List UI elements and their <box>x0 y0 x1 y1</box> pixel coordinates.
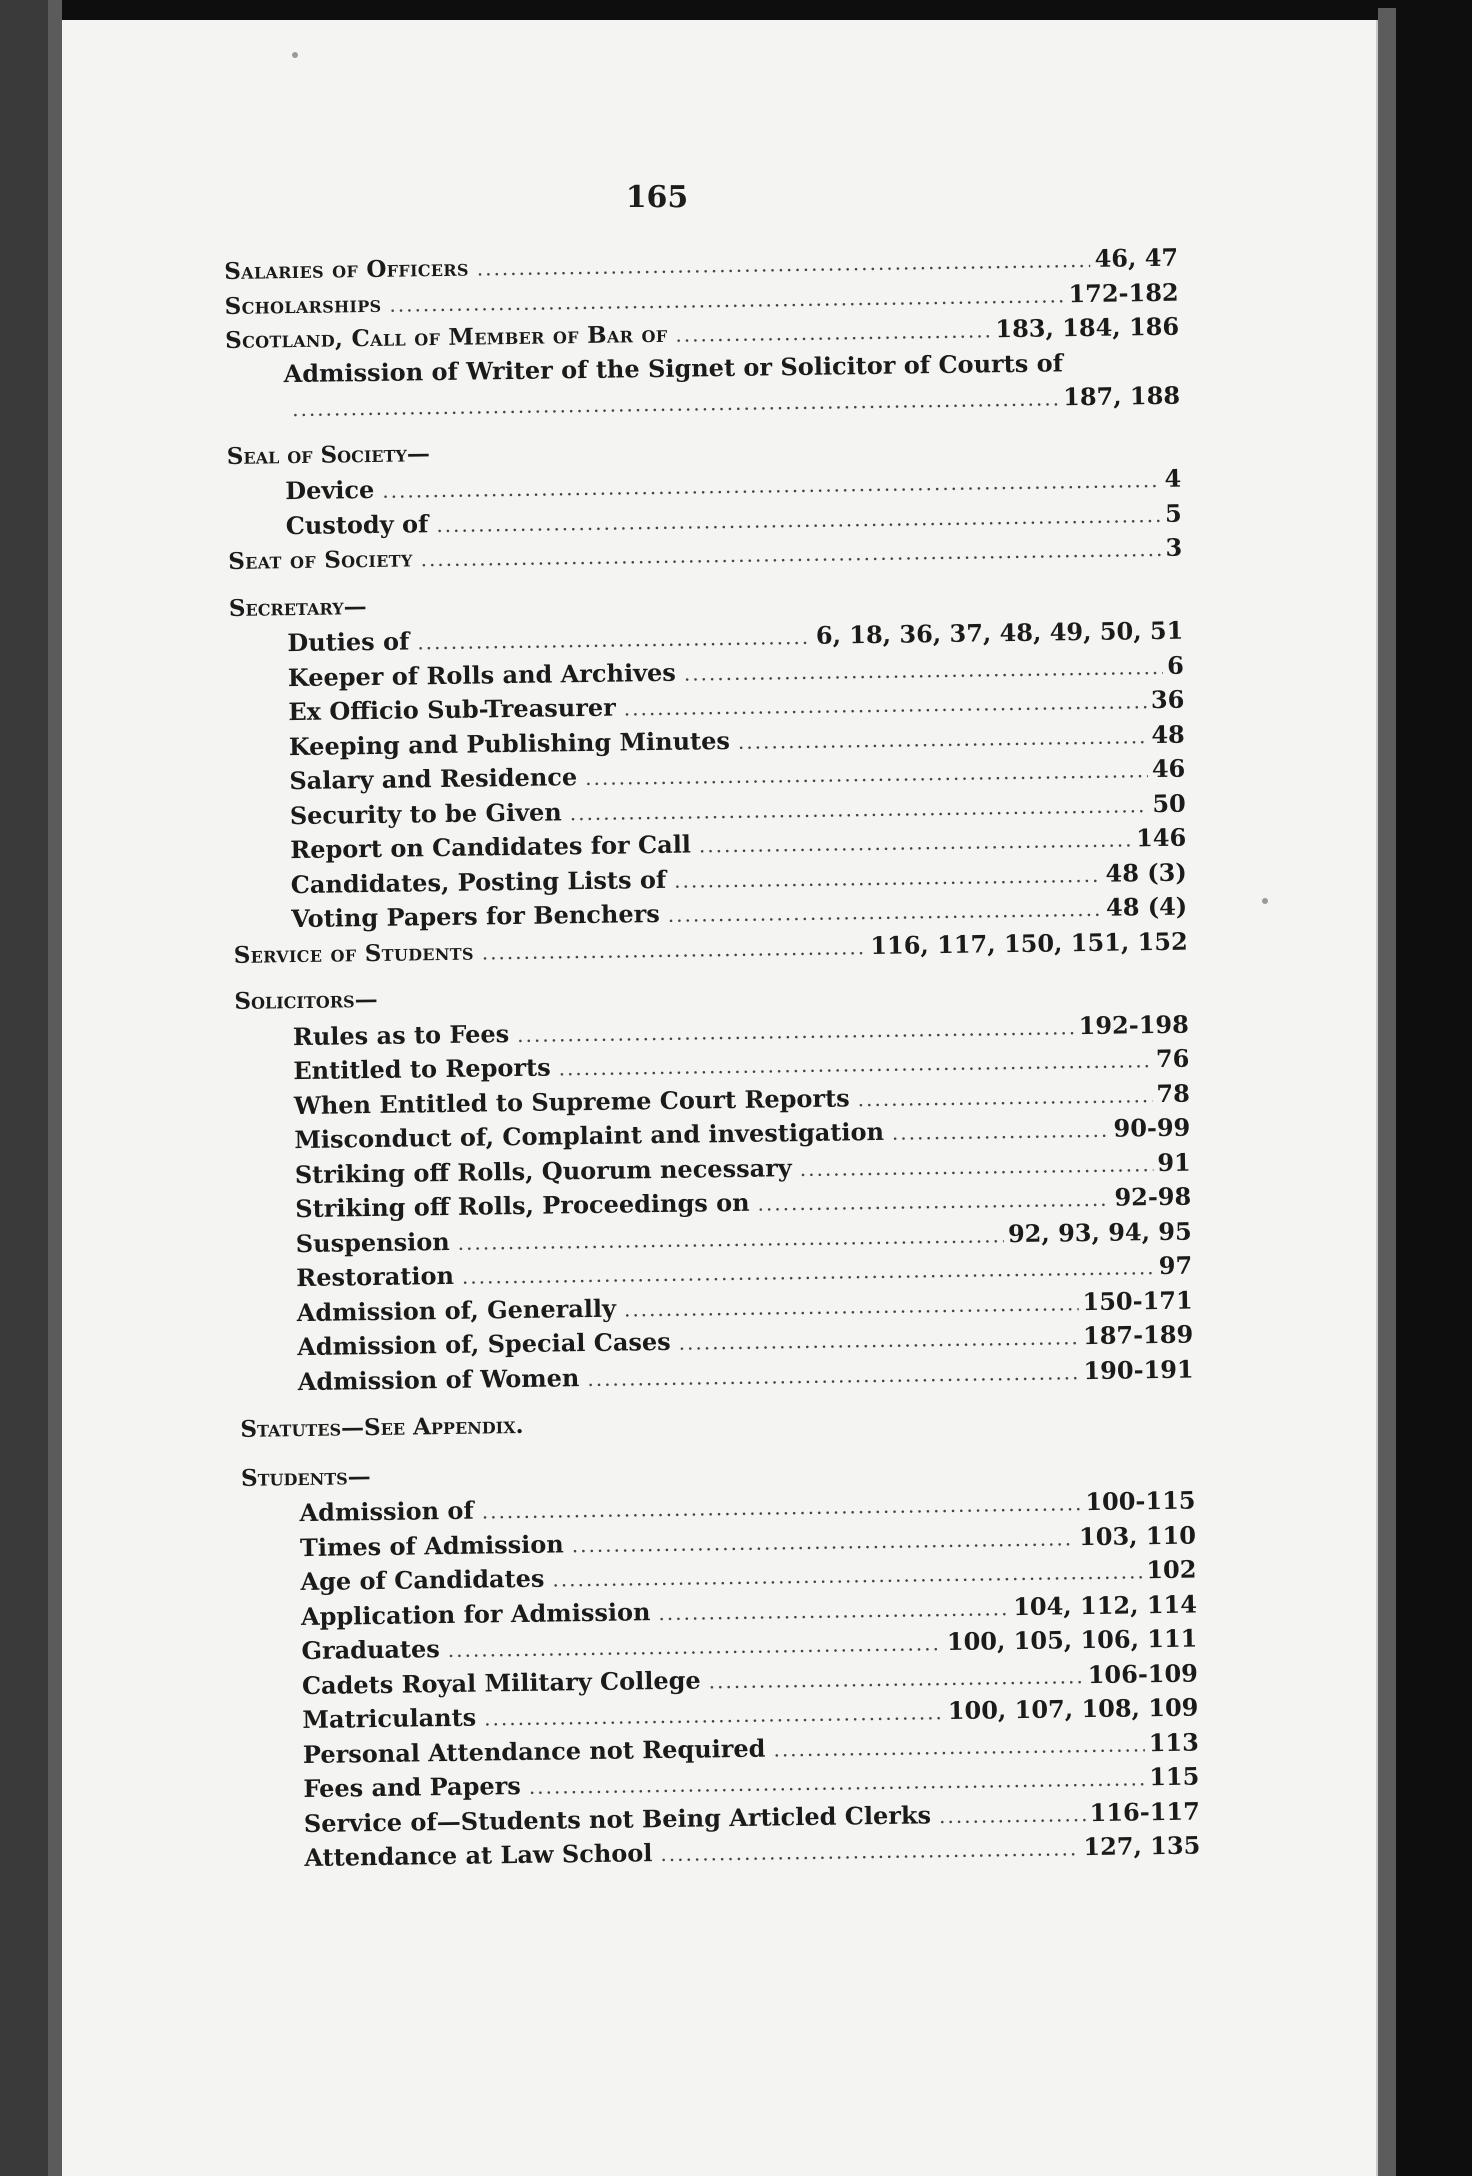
leader-dots <box>679 1325 1080 1355</box>
leader-dots <box>477 248 1091 281</box>
leader-dots <box>587 1360 1079 1391</box>
entry-pages: 5 <box>1164 498 1182 528</box>
entry-label: Admission of <box>299 1495 474 1528</box>
entry-pages: 6 <box>1166 650 1185 680</box>
book-spine-edge <box>48 0 62 2176</box>
entry-label: Service of—Students not Being Articled Clerks <box>303 1799 932 1838</box>
leader-dots <box>699 827 1132 857</box>
entry-pages: 92, 93, 94, 95 <box>1007 1216 1192 1248</box>
leader-dots <box>552 1559 1142 1591</box>
leader-dots <box>585 758 1148 790</box>
entry-pages: 150-171 <box>1082 1285 1193 1316</box>
entry-label: Ex Officio Sub-Treasurer <box>288 692 616 727</box>
page-edge-strip <box>1378 8 1396 2176</box>
leader-dots <box>570 793 1149 825</box>
entry-label: Voting Papers for Benchers <box>291 898 660 934</box>
leader-dots <box>892 1118 1110 1145</box>
entry-label: Attendance at Law School <box>304 1838 653 1873</box>
index-heading <box>240 1403 1194 1451</box>
entry-label: Admission of Writer of the Signet or Solicitor of Courts of <box>283 347 1064 388</box>
entry-pages: 48 (4) <box>1105 891 1188 922</box>
leader-dots <box>482 935 867 964</box>
leader-dots <box>389 283 1064 316</box>
entry-pages: 113 <box>1148 1727 1200 1757</box>
entry-label: Restoration <box>296 1260 455 1293</box>
entry-label: Striking off Rolls, Quorum necessary <box>294 1152 792 1189</box>
entry-label: Scholarships <box>224 290 382 320</box>
entry-pages: 91 <box>1157 1147 1191 1177</box>
entry-label: Salaries of Officers <box>224 254 469 285</box>
entry-label: Cadets Royal Military College <box>301 1664 701 1700</box>
entry-pages: 100-115 <box>1085 1485 1196 1517</box>
entry-pages: 76 <box>1155 1043 1190 1074</box>
leader-dots <box>558 1048 1152 1080</box>
entry-pages: 116, 117, 150, 151, 152 <box>870 926 1188 960</box>
scanner-right-band <box>1396 0 1472 2176</box>
index-heading-label: Solicitors— <box>234 985 378 1015</box>
entry-pages: 100, 107, 108, 109 <box>947 1692 1199 1726</box>
entry-label: Rules as to Fees <box>292 1018 510 1051</box>
index-heading-label: Statutes—See Appendix. <box>240 1411 524 1443</box>
entry-label: Duties of <box>287 626 410 658</box>
leader-dots <box>417 625 812 655</box>
entry-label: Admission of Women <box>297 1362 580 1396</box>
entry-pages: 46, 47 <box>1094 242 1179 273</box>
entry-pages: 100, 105, 106, 111 <box>946 1623 1198 1657</box>
entry-label: Application for Admission <box>300 1596 651 1631</box>
leader-dots <box>675 318 991 346</box>
entry-label: Custody of <box>285 508 429 540</box>
entry-label: Report on Candidates for Call <box>290 829 692 865</box>
leader-dots <box>482 1491 1082 1523</box>
entry-pages: 103, 110 <box>1078 1520 1197 1551</box>
index-heading-label: Seal of Society— <box>226 439 431 470</box>
document-page <box>62 20 1378 2176</box>
entry-label: Matriculants <box>302 1702 477 1735</box>
leader-dots <box>757 1187 1110 1216</box>
entry-pages: 192-198 <box>1078 1009 1190 1040</box>
entry-pages: 92-98 <box>1114 1181 1192 1212</box>
entry-pages: 146 <box>1135 822 1187 853</box>
entry-pages: 48 (3) <box>1105 857 1187 888</box>
entry-pages: 50 <box>1152 788 1186 818</box>
entry-label: Admission of, Special Cases <box>297 1326 671 1362</box>
leader-dots <box>668 897 1103 927</box>
entry-label: Seat of Society <box>228 545 413 575</box>
entry-pages: 104, 112, 114 <box>1013 1589 1198 1621</box>
leader-dots <box>660 1836 1079 1866</box>
entry-pages: 190-191 <box>1083 1354 1194 1385</box>
leader-dots <box>709 1664 1084 1693</box>
entry-label: Admission of, Generally <box>296 1293 617 1327</box>
leader-dots <box>292 386 1059 421</box>
leader-dots <box>448 1631 943 1662</box>
page-speck <box>1262 898 1268 904</box>
entry-label: Device <box>285 474 375 506</box>
entry-pages: 183, 184, 186 <box>995 311 1180 344</box>
entry-pages: 172-182 <box>1068 277 1179 308</box>
leader-dots <box>484 1700 944 1730</box>
entry-pages: 127, 135 <box>1083 1830 1201 1862</box>
entry-label: Striking off Rolls, Proceedings on <box>295 1187 750 1224</box>
entry-label: Personal Attendance not Required <box>302 1733 766 1769</box>
entry-pages: 102 <box>1146 1554 1197 1585</box>
leader-dots <box>517 1015 1075 1047</box>
leader-dots <box>624 689 1147 720</box>
entry-label: Security to be Given <box>289 796 562 830</box>
entry-label: When Entitled to Supreme Court Reports <box>293 1082 850 1120</box>
page-number: 165 <box>625 180 689 215</box>
entry-label: Age of Candidates <box>300 1563 545 1597</box>
entry-pages: 106-109 <box>1087 1658 1199 1689</box>
entry-label: Scotland, Call of Member of Bar of <box>224 320 668 354</box>
entry-label: Graduates <box>301 1634 441 1666</box>
entry-label: Keeping and Publishing Minutes <box>288 725 731 761</box>
leader-dots <box>773 1732 1145 1761</box>
leader-dots <box>436 502 1161 536</box>
leader-dots <box>738 724 1148 754</box>
entry-label: Salary and Residence <box>289 762 578 796</box>
entry-label: Candidates, Posting Lists of <box>290 864 667 899</box>
entry-pages: 90-99 <box>1113 1112 1191 1143</box>
entry-label: Keeper of Rolls and Archives <box>287 657 677 692</box>
leader-dots <box>858 1083 1153 1111</box>
leader-dots <box>624 1291 1079 1321</box>
entry-pages: 115 <box>1149 1761 1200 1792</box>
index-heading-label: Students— <box>240 1462 371 1492</box>
leader-dots <box>420 537 1161 571</box>
entry-pages: 116-117 <box>1089 1796 1201 1827</box>
leader-dots <box>684 654 1164 685</box>
leader-dots <box>674 862 1102 892</box>
leader-dots <box>529 1766 1146 1799</box>
index-list <box>224 243 1201 1879</box>
page-speck <box>292 52 298 58</box>
entry-pages: 6, 18, 36, 37, 48, 49, 50, 51 <box>815 615 1184 650</box>
entry-label: Suspension <box>295 1226 450 1258</box>
entry-pages: 78 <box>1156 1078 1190 1108</box>
entry-pages: 3 <box>1165 532 1183 562</box>
scanner-left-band <box>0 0 48 2176</box>
entry-label: Fees and Papers <box>303 1771 522 1804</box>
leader-dots <box>382 468 1161 503</box>
entry-label: Misconduct of, Complaint and investigation <box>294 1116 885 1155</box>
entry-label: Entitled to Reports <box>293 1052 551 1086</box>
entry-label: Times of Admission <box>299 1528 564 1562</box>
entry-pages: 36 <box>1150 684 1185 715</box>
leader-dots <box>939 1802 1086 1828</box>
leader-dots <box>800 1152 1154 1181</box>
entry-pages: 46 <box>1151 753 1186 784</box>
leader-dots <box>658 1596 1009 1625</box>
entry-pages: 48 <box>1151 719 1185 749</box>
entry-pages: 187, 188 <box>1062 380 1181 412</box>
leader-dots <box>458 1223 1005 1255</box>
leader-dots <box>462 1255 1155 1289</box>
entry-label: Service of Students <box>233 938 474 969</box>
entry-pages: 97 <box>1158 1250 1193 1281</box>
entry-pages: 4 <box>1164 463 1182 493</box>
entry-pages: 187-189 <box>1082 1319 1194 1351</box>
leader-dots <box>572 1526 1076 1557</box>
index-heading-label: Secretary— <box>228 592 367 622</box>
